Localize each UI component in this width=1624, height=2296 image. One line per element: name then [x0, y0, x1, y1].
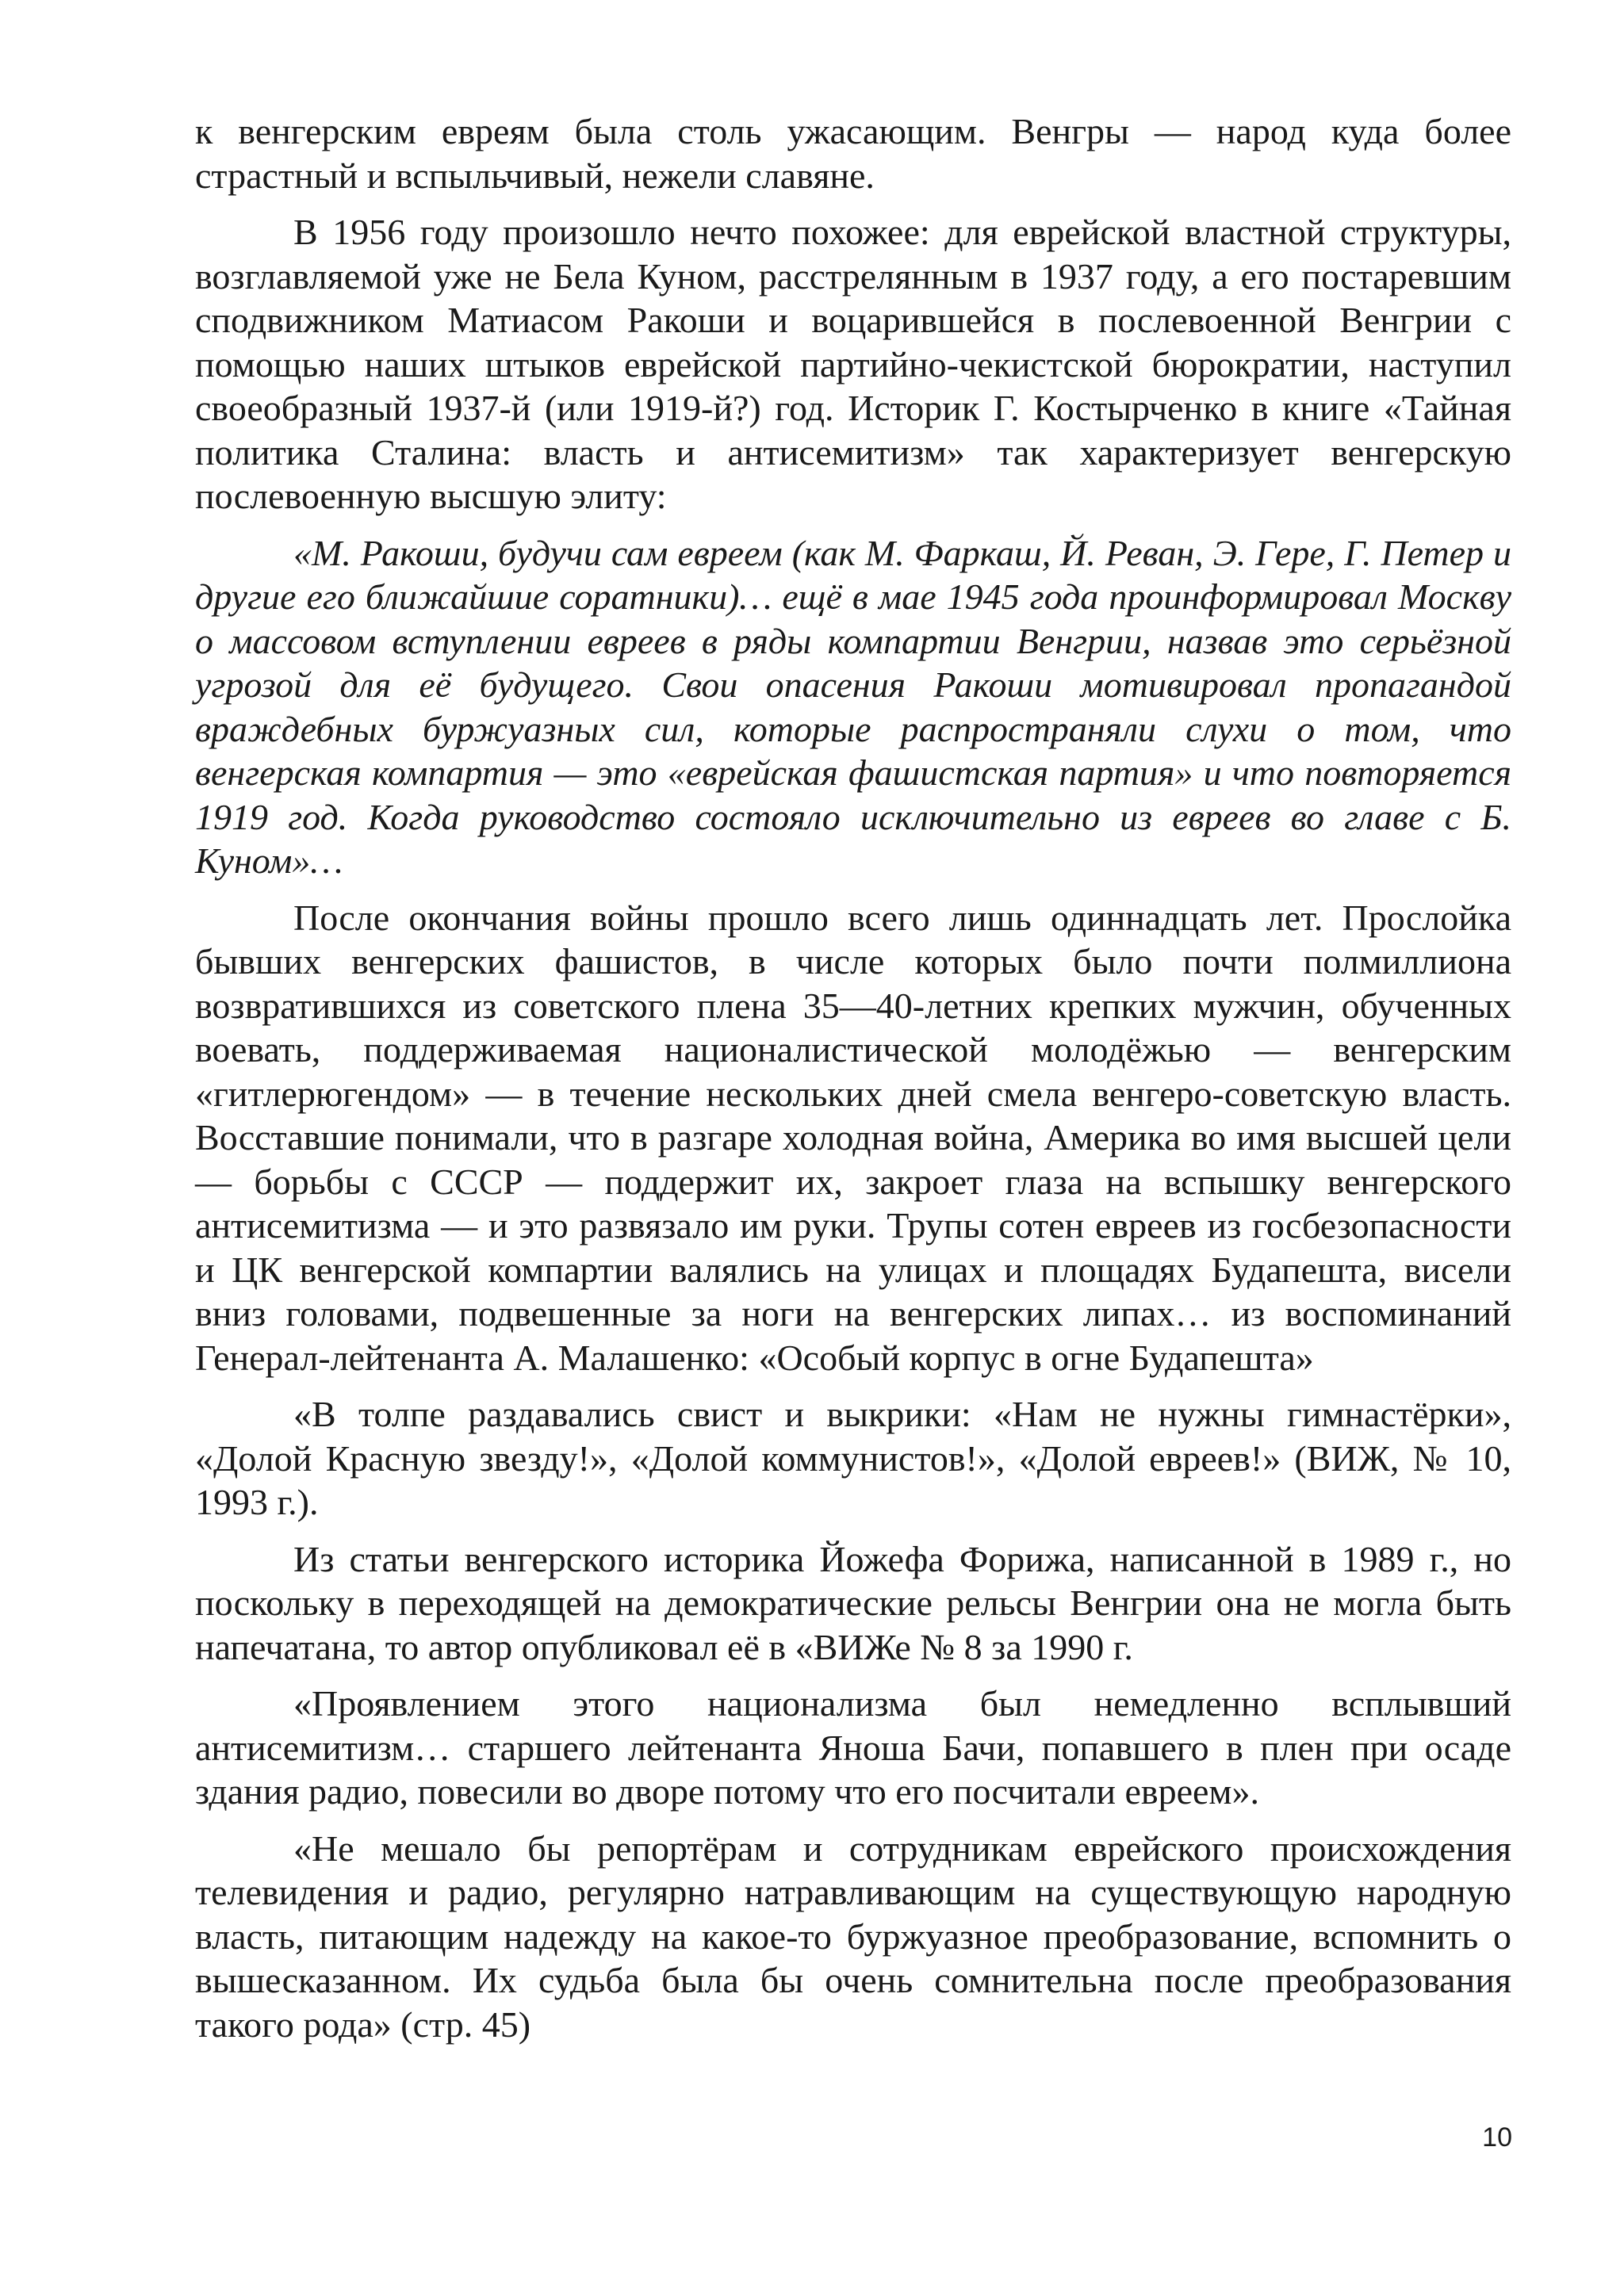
block-quote: «М. Ракоши, будучи сам евреем (как М. Фаркаш, Й. Реван, Э. Гере, Г. Петер и другие его ближайшие соратники)… ещё в мае 1945 года проинформировал Москву о массовом вступлении евреев в ряды компартии Венгрии, назвав это серьёзной угрозой для её будущего. Свои опасения Ракоши мотивировал пропагандой враждебных буржуазных сил, которые распространяли слухи о том, что венгерская компартия — это «еврейская фашистская партия» и что повторяется 1919 год. Когда руководство состояло исключительно из евреев во главе с Б. Куном»…	[195, 532, 1511, 881]
document-body	[195, 109, 1511, 2059]
paragraph: «В толпе раздавались свист и выкрики: «Нам не нужны гимнастёрки», «Долой Красную звезду!», «Долой коммунистов!», «Долой евреев!» (ВИЖ, № 10, 1993 г.).	[195, 1394, 1511, 1522]
paragraph: «Не мешало бы репортёрам и сотрудникам еврейского происхождения телевидения и радио, регулярно натравливающим на существующую народную власть, питающим надежду на какое-то буржуазное преобразование, вспомнить о вышесказанном. Их судьба была бы очень сомнительна после преобразования такого рода» (стр. 45)	[195, 1827, 1511, 2045]
page-number: 10	[1482, 2122, 1512, 2152]
paragraph: В 1956 году произошло нечто похожее: для еврейской властной структуры, возглавляемой уже не Бела Куном, расстрелянным в 1937 году, а его постаревшим сподвижником Матиасом Ракоши и воцарившейся в послевоенной Венгрии с помощью наших штыков еврейской партийно-чекистской бюрократии, наступил своеобразный 1937-й (или 1919-й?) год. Историк Г. Костырченко в книге «Тайная политика Сталина: власть и антисемитизм» так характеризует венгерскую послевоенную высшую элиту:	[195, 212, 1511, 516]
paragraph: к венгерским евреям была столь ужасающим. Венгры — народ куда более страстный и вспыльчивый, нежели славяне.	[195, 111, 1511, 196]
paragraph: После окончания войны прошло всего лишь одиннадцать лет. Прослойка бывших венгерских фашистов, в числе которых было почти полмиллиона возвратившихся из советского плена 35—40-летних крепких мужчин, обученных воевать, поддерживаемая националистической молодёжью — венгерским «гитлерюгендом» — в течение нескольких дней смела венгеро-советскую власть. Восставшие понимали, что в разгаре холодная война, Америка во имя высшей цели — борьбы с СССР — поддержит их, закроет глаза на вспышку венгерского антисемитизма — и это развязало им руки. Трупы сотен евреев из госбезопасности и ЦК венгерской компартии валялись на улицах и площадях Будапешта, висели вниз головами, подвешенные за ноги на венгерских липах… из воспоминаний Генерал-лейтенанта А. Малашенко: «Особый корпус в огне Будапешта»	[195, 897, 1511, 1378]
paragraph: Из статьи венгерского историка Йожефа Форижа, написанной в 1989 г., но поскольку в переходящей на демократические рельсы Венгрии она не могла быть напечатана, то автор опубликовал её в «ВИЖе № 8 за 1990 г.	[195, 1538, 1511, 1667]
paragraph: «Проявлением этого национализма был немедленно всплывший антисемитизм… старшего лейтенанта Яноша Бачи, попавшего в плен при осаде здания радио, повесили во дворе потому что его посчитали евреем».	[195, 1683, 1511, 1812]
